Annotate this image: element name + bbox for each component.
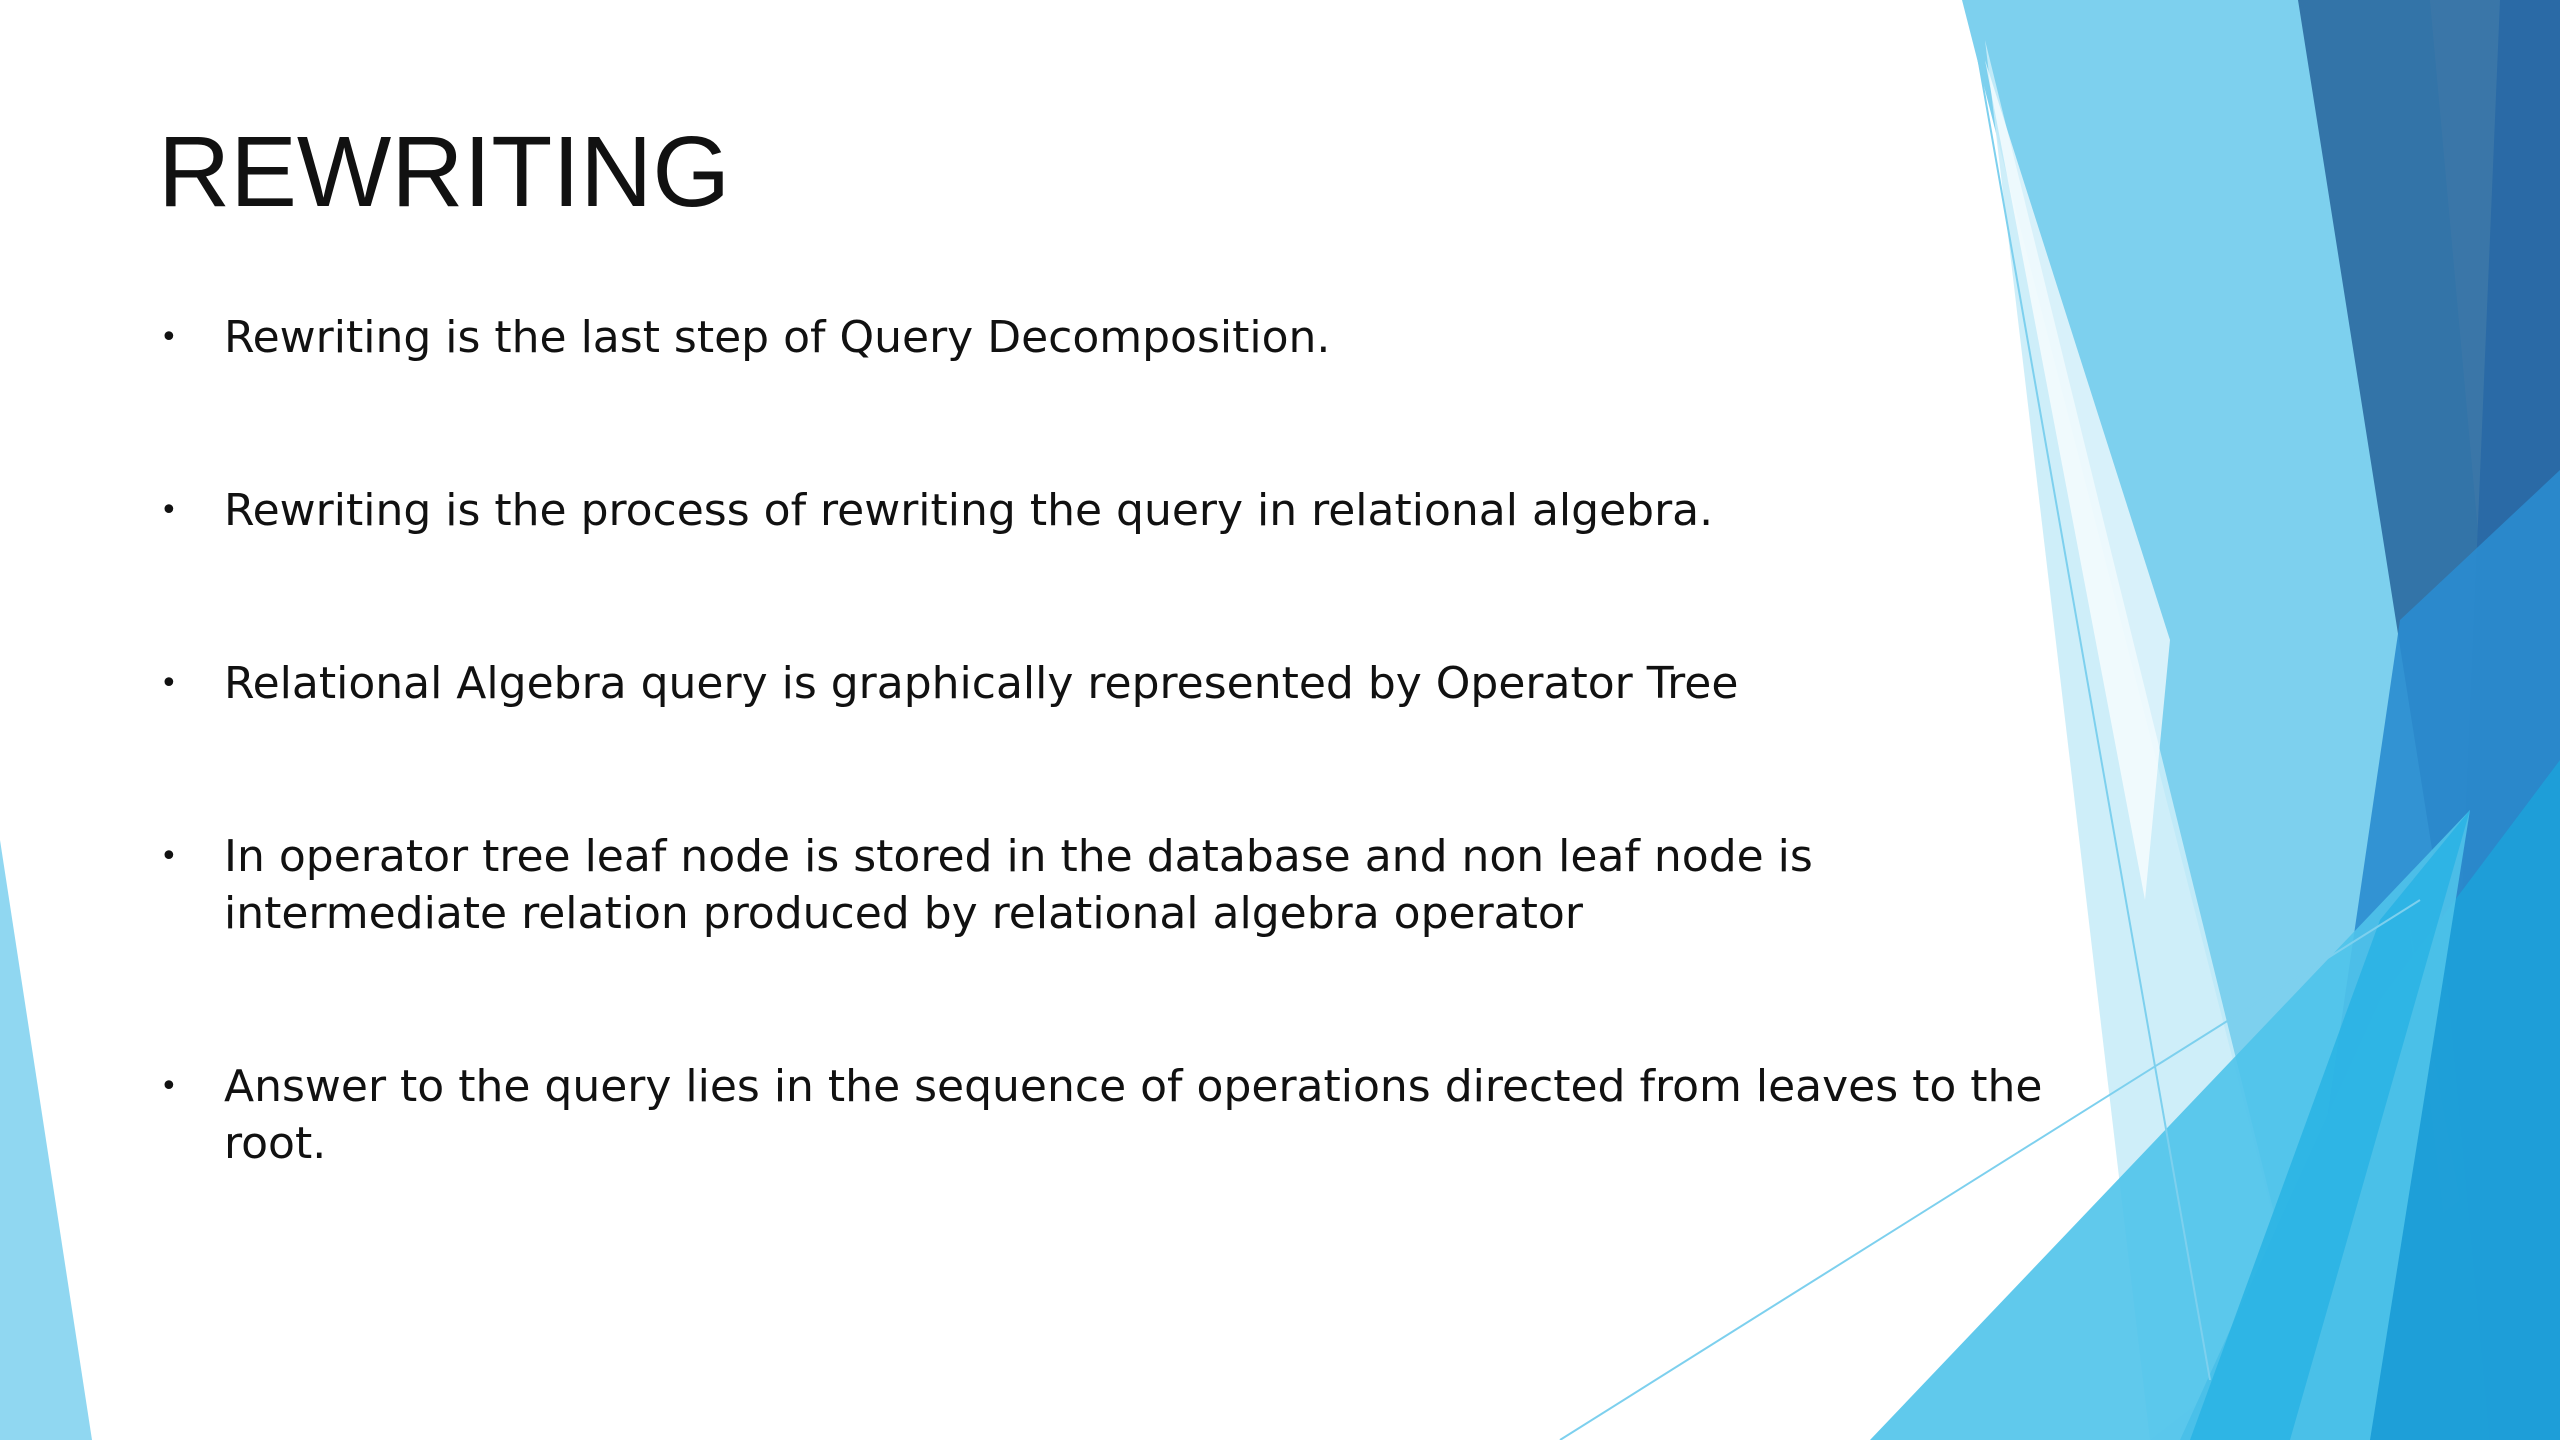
- slide-title: REWRITING: [158, 116, 731, 228]
- bullet-text: Rewriting is the process of rewriting the query in relational algebra.: [224, 485, 1714, 536]
- bullet-item: [158, 1058, 2043, 1172]
- bullet-marker: •: [160, 1069, 178, 1104]
- bullet-item: [158, 828, 1958, 942]
- bullet-marker: •: [160, 666, 178, 701]
- bullet-marker: •: [160, 320, 178, 355]
- bullet-text: Rewriting is the last step of Query Decomposition.: [224, 312, 1331, 363]
- bullet-text: Answer to the query lies in the sequence of operations directed from leaves to the root.: [224, 1061, 2043, 1169]
- bullet-marker: •: [160, 493, 178, 528]
- bullet-text: In operator tree leaf node is stored in the database and non leaf node is intermediate relation produced by relational algebra operator: [224, 831, 1813, 939]
- bullet-item: [158, 482, 1958, 539]
- bullet-item: [158, 309, 1958, 366]
- bullet-item: [158, 655, 1958, 712]
- bullet-marker: •: [160, 839, 178, 874]
- left-edge-shape: [0, 840, 92, 1440]
- bullet-text: Relational Algebra query is graphically represented by Operator Tree: [224, 658, 1739, 709]
